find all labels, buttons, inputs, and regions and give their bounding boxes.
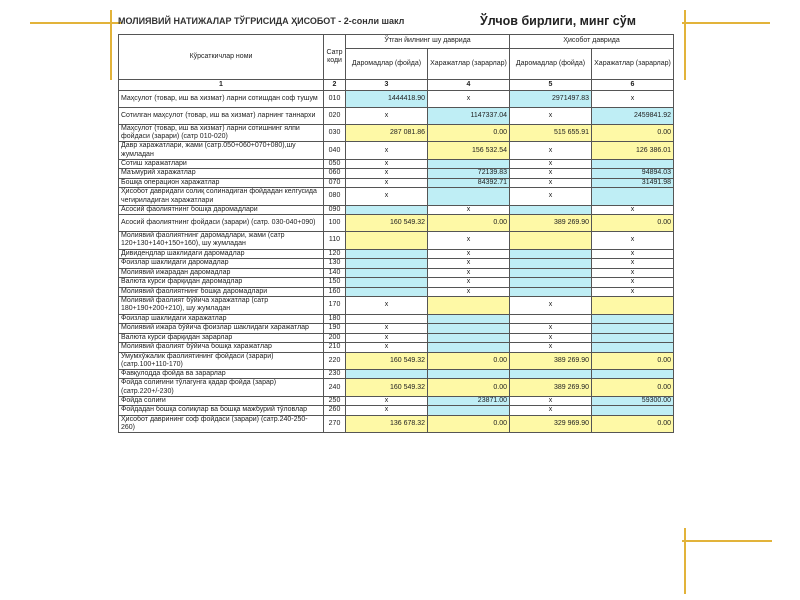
row-code: 270	[324, 415, 346, 432]
table-row	[119, 142, 674, 159]
financial-results-table	[118, 34, 674, 433]
cell-prev-income[interactable]	[346, 287, 428, 297]
decor-bottom-right-vertical	[684, 528, 686, 594]
row-code: 210	[324, 343, 346, 353]
table-row	[119, 125, 674, 142]
row-indicator-name: Ҳисобот давридаги солиқ солинадиган фойдадан келгусида чегириладиган харажатлари	[119, 188, 324, 205]
cell-prev-income[interactable]	[346, 232, 428, 249]
row-code: 120	[324, 249, 346, 259]
table-row	[119, 91, 674, 108]
row-code: 050	[324, 159, 346, 169]
row-indicator-name: Фоизлар шаклидаги даромадлар	[119, 259, 324, 269]
cell-prev-expense[interactable]: 72139.83	[428, 169, 510, 179]
cell-prev-expense[interactable]: x	[428, 91, 510, 108]
cell-prev-income[interactable]	[346, 205, 428, 215]
table-row	[119, 369, 674, 379]
row-code: 010	[324, 91, 346, 108]
row-code: 110	[324, 232, 346, 249]
row-indicator-name: Маҳсулот (товар, иш ва хизмат) ларни сотишдан соф тушум	[119, 91, 324, 108]
cell-prev-expense[interactable]: x	[428, 268, 510, 278]
cell-prev-expense[interactable]: x	[428, 205, 510, 215]
row-indicator-name: Фойда солиғини тўлагунга қадар фойда (зарар) (сатр.220+/-230)	[119, 379, 324, 396]
row-code: 040	[324, 142, 346, 159]
column-number: 1	[119, 80, 324, 91]
row-code: 060	[324, 169, 346, 179]
row-code: 140	[324, 268, 346, 278]
table-row	[119, 259, 674, 269]
row-code: 130	[324, 259, 346, 269]
cell-report-income[interactable]: 389 269.90	[510, 215, 592, 232]
cell-report-income[interactable]: 389 269.90	[510, 379, 592, 396]
cell-report-income[interactable]: x	[510, 169, 592, 179]
row-code: 190	[324, 324, 346, 334]
row-code: 070	[324, 178, 346, 188]
header-row-code: Сатр коди	[324, 35, 346, 80]
cell-prev-income[interactable]: x	[346, 396, 428, 406]
table-row	[119, 415, 674, 432]
table-row	[119, 159, 674, 169]
table-row	[119, 169, 674, 179]
cell-prev-income[interactable]: 287 081.86	[346, 125, 428, 142]
column-number: 2	[324, 80, 346, 91]
cell-report-expense[interactable]	[592, 324, 674, 334]
table-row	[119, 379, 674, 396]
cell-prev-expense[interactable]: 0.00	[428, 352, 510, 369]
row-indicator-name: Бошқа операцион харажатлар	[119, 178, 324, 188]
row-indicator-name: Асосий фаолиятнинг фойдаси (зарари) (сатр. 030-040+090)	[119, 215, 324, 232]
table-row	[119, 333, 674, 343]
cell-prev-expense[interactable]	[428, 343, 510, 353]
row-indicator-name: Маъмурий харажатлар	[119, 169, 324, 179]
decor-top-right-horizontal	[682, 22, 770, 24]
table-row	[119, 287, 674, 297]
cell-report-income[interactable]	[510, 259, 592, 269]
row-code: 090	[324, 205, 346, 215]
table-row	[119, 268, 674, 278]
row-code: 020	[324, 108, 346, 125]
row-indicator-name: Фойдадан бошқа солиқлар ва бошқа мажбурий тўловлар	[119, 406, 324, 416]
cell-report-income[interactable]	[510, 232, 592, 249]
cell-report-expense[interactable]	[592, 369, 674, 379]
cell-report-expense[interactable]: 31491.98	[592, 178, 674, 188]
cell-prev-expense[interactable]: 0.00	[428, 215, 510, 232]
column-number: 5	[510, 80, 592, 91]
cell-report-expense[interactable]	[592, 188, 674, 205]
decor-bottom-right-horizontal	[682, 540, 772, 542]
cell-prev-expense[interactable]	[428, 324, 510, 334]
row-code: 230	[324, 369, 346, 379]
cell-prev-expense[interactable]: x	[428, 287, 510, 297]
table-row	[119, 249, 674, 259]
row-code: 250	[324, 396, 346, 406]
column-number: 3	[346, 80, 428, 91]
cell-prev-income[interactable]	[346, 268, 428, 278]
row-indicator-name: Молиявий ижарадан даромадлар	[119, 268, 324, 278]
cell-report-expense[interactable]: x	[592, 249, 674, 259]
table-row	[119, 343, 674, 353]
row-indicator-name: Маҳсулот (товар, иш ва хизмат) ларни сотишнинг ялпи фойдаси (зарари) (сатр 010-020)	[119, 125, 324, 142]
cell-report-income[interactable]: x	[510, 324, 592, 334]
cell-report-expense[interactable]: 0.00	[592, 415, 674, 432]
table-row	[119, 314, 674, 324]
cell-prev-expense[interactable]	[428, 297, 510, 314]
cell-report-income[interactable]: x	[510, 406, 592, 416]
cell-prev-income[interactable]: 160 549.32	[346, 215, 428, 232]
cell-report-expense[interactable]: 0.00	[592, 352, 674, 369]
cell-prev-income[interactable]	[346, 314, 428, 324]
table-row	[119, 324, 674, 334]
cell-prev-expense[interactable]: x	[428, 232, 510, 249]
cell-prev-income[interactable]	[346, 369, 428, 379]
row-indicator-name: Сотилган маҳсулот (товар, иш ва хизмат) ларнинг таннархи	[119, 108, 324, 125]
cell-report-income[interactable]	[510, 249, 592, 259]
table-row	[119, 396, 674, 406]
cell-prev-income[interactable]: x	[346, 188, 428, 205]
cell-report-income[interactable]: x	[510, 108, 592, 125]
cell-report-expense[interactable]: 2459841.92	[592, 108, 674, 125]
cell-prev-expense[interactable]	[428, 369, 510, 379]
cell-prev-expense[interactable]	[428, 333, 510, 343]
cell-report-income[interactable]: x	[510, 333, 592, 343]
cell-prev-expense[interactable]: 23871.00	[428, 396, 510, 406]
table-row	[119, 278, 674, 288]
row-indicator-name: Валюта курси фарқидан зарарлар	[119, 333, 324, 343]
cell-prev-income[interactable]: x	[346, 333, 428, 343]
cell-report-expense[interactable]	[592, 297, 674, 314]
table-body	[119, 91, 674, 433]
cell-prev-income[interactable]: x	[346, 169, 428, 179]
row-indicator-name: Молиявий ижара бўйича фоизлар шаклидаги харажатлар	[119, 324, 324, 334]
cell-report-expense[interactable]: x	[592, 287, 674, 297]
row-indicator-name: Дивидендлар шаклидаги даромадлар	[119, 249, 324, 259]
decor-top-left-horizontal	[30, 22, 122, 24]
row-indicator-name: Молиявий фаолиятнинг бошқа даромадлари	[119, 287, 324, 297]
header-prev-expense: Харажатлар (зарарлар)	[428, 49, 510, 80]
column-number: 4	[428, 80, 510, 91]
header-prev-income: Даромадлар (фойда)	[346, 49, 428, 80]
cell-report-income[interactable]	[510, 369, 592, 379]
cell-prev-income[interactable]: x	[346, 178, 428, 188]
decor-top-right-vertical	[684, 10, 686, 80]
cell-prev-income[interactable]: x	[346, 324, 428, 334]
cell-prev-expense[interactable]	[428, 188, 510, 205]
cell-report-expense[interactable]: 0.00	[592, 215, 674, 232]
row-code: 170	[324, 297, 346, 314]
cell-report-income[interactable]: x	[510, 343, 592, 353]
cell-prev-expense[interactable]: x	[428, 278, 510, 288]
header-report-income: Даромадлар (фойда)	[510, 49, 592, 80]
cell-prev-expense[interactable]: 156 532.54	[428, 142, 510, 159]
row-indicator-name: Умумхўжалик фаолиятининг фойдаси (зарари) (сатр.100+110-170)	[119, 352, 324, 369]
cell-prev-income[interactable]: 1444418.90	[346, 91, 428, 108]
cell-prev-income[interactable]: 136 678.32	[346, 415, 428, 432]
row-code: 200	[324, 333, 346, 343]
cell-prev-income[interactable]: x	[346, 343, 428, 353]
row-indicator-name: Сотиш харажатлари	[119, 159, 324, 169]
cell-report-expense[interactable]: 94894.03	[592, 169, 674, 179]
cell-report-expense[interactable]: 0.00	[592, 379, 674, 396]
cell-report-expense[interactable]: 0.00	[592, 125, 674, 142]
cell-prev-expense[interactable]: 1147337.04	[428, 108, 510, 125]
cell-report-expense[interactable]: x	[592, 278, 674, 288]
cell-prev-expense[interactable]	[428, 159, 510, 169]
row-indicator-name: Молиявий фаолият бўйича бошқа харажатлар	[119, 343, 324, 353]
cell-report-expense[interactable]: x	[592, 268, 674, 278]
row-indicator-name: Фоизлар шаклидаги харажатлар	[119, 314, 324, 324]
cell-report-expense[interactable]	[592, 406, 674, 416]
cell-prev-income[interactable]	[346, 278, 428, 288]
table-row	[119, 178, 674, 188]
cell-report-income[interactable]: 389 269.90	[510, 352, 592, 369]
row-code: 030	[324, 125, 346, 142]
row-code: 240	[324, 379, 346, 396]
row-indicator-name: Фавқулодда фойда ва зарарлар	[119, 369, 324, 379]
table-row	[119, 352, 674, 369]
report-title: МОЛИЯВИЙ НАТИЖАЛАР ТЎГРИСИДА ҲИСОБОТ - 2-сонли шакл	[118, 16, 405, 26]
cell-prev-income[interactable]	[346, 249, 428, 259]
table-row	[119, 205, 674, 215]
cell-prev-income[interactable]	[346, 259, 428, 269]
unit-label: Ўлчов бирлиги, минг сўм	[480, 14, 636, 28]
cell-prev-income[interactable]: x	[346, 297, 428, 314]
cell-report-income[interactable]: 329 969.90	[510, 415, 592, 432]
cell-prev-expense[interactable]: 0.00	[428, 415, 510, 432]
cell-report-income[interactable]: 2971497.83	[510, 91, 592, 108]
cell-report-expense[interactable]: x	[592, 259, 674, 269]
row-code: 100	[324, 215, 346, 232]
header-indicator-name: Кўрсаткичлар номи	[119, 35, 324, 80]
cell-report-expense[interactable]: x	[592, 91, 674, 108]
cell-report-expense[interactable]	[592, 343, 674, 353]
cell-prev-income[interactable]: x	[346, 406, 428, 416]
row-code: 220	[324, 352, 346, 369]
cell-report-income[interactable]: 515 655.91	[510, 125, 592, 142]
header-report-period: Ҳисобот даврида	[510, 35, 674, 49]
cell-report-expense[interactable]: 59300.00	[592, 396, 674, 406]
cell-report-expense[interactable]: x	[592, 205, 674, 215]
cell-prev-income[interactable]: x	[346, 142, 428, 159]
header-prev-period: Ўтган йилнинг шу даврида	[346, 35, 510, 49]
cell-prev-expense[interactable]: x	[428, 259, 510, 269]
row-indicator-name: Давр харажатлари, жами (сатр.050+060+070+080),шу жумладан	[119, 142, 324, 159]
row-code: 260	[324, 406, 346, 416]
cell-report-expense[interactable]	[592, 159, 674, 169]
cell-report-income[interactable]	[510, 205, 592, 215]
row-indicator-name: Ҳисобот даврининг соф фойдаси (зарари) (сатр.240-250-260)	[119, 415, 324, 432]
cell-prev-expense[interactable]	[428, 406, 510, 416]
cell-report-expense[interactable]	[592, 314, 674, 324]
table-row	[119, 232, 674, 249]
cell-report-income[interactable]: x	[510, 159, 592, 169]
row-indicator-name: Валюта курси фарқидан даромадлар	[119, 278, 324, 288]
cell-report-income[interactable]	[510, 268, 592, 278]
table-row	[119, 108, 674, 125]
row-code: 150	[324, 278, 346, 288]
cell-prev-income[interactable]: 160 549.32	[346, 379, 428, 396]
cell-report-income[interactable]	[510, 314, 592, 324]
cell-prev-expense[interactable]: 0.00	[428, 125, 510, 142]
header-report-expense: Харажатлар (зарарлар)	[592, 49, 674, 80]
cell-report-expense[interactable]: 126 386.01	[592, 142, 674, 159]
column-number: 6	[592, 80, 674, 91]
row-indicator-name: Молиявий фаолиятнинг даромадлари, жами (сатр 120+130+140+150+160), шу жумладан	[119, 232, 324, 249]
cell-report-income[interactable]: x	[510, 178, 592, 188]
cell-prev-expense[interactable]	[428, 314, 510, 324]
table-row	[119, 188, 674, 205]
row-code: 180	[324, 314, 346, 324]
cell-report-income[interactable]: x	[510, 188, 592, 205]
cell-prev-income[interactable]: x	[346, 159, 428, 169]
table-row	[119, 297, 674, 314]
cell-prev-income[interactable]: x	[346, 108, 428, 125]
table-row	[119, 406, 674, 416]
cell-report-income[interactable]	[510, 278, 592, 288]
cell-prev-expense[interactable]: x	[428, 249, 510, 259]
cell-prev-expense[interactable]: 84392.71	[428, 178, 510, 188]
cell-prev-expense[interactable]: 0.00	[428, 379, 510, 396]
row-indicator-name: Молиявий фаолият бўйича харажатлар (сатр 180+190+200+210), шу жумладан	[119, 297, 324, 314]
row-indicator-name: Асосий фаолиятнинг бошқа даромадлари	[119, 205, 324, 215]
cell-prev-income[interactable]: 160 549.32	[346, 352, 428, 369]
row-code: 080	[324, 188, 346, 205]
cell-report-expense[interactable]: x	[592, 232, 674, 249]
decor-top-left-vertical	[110, 10, 112, 80]
cell-report-income[interactable]: x	[510, 297, 592, 314]
row-indicator-name: Фойда солиғи	[119, 396, 324, 406]
row-code: 160	[324, 287, 346, 297]
cell-report-income[interactable]: x	[510, 142, 592, 159]
cell-report-income[interactable]	[510, 287, 592, 297]
cell-report-expense[interactable]	[592, 333, 674, 343]
table-row	[119, 215, 674, 232]
cell-report-income[interactable]: x	[510, 396, 592, 406]
